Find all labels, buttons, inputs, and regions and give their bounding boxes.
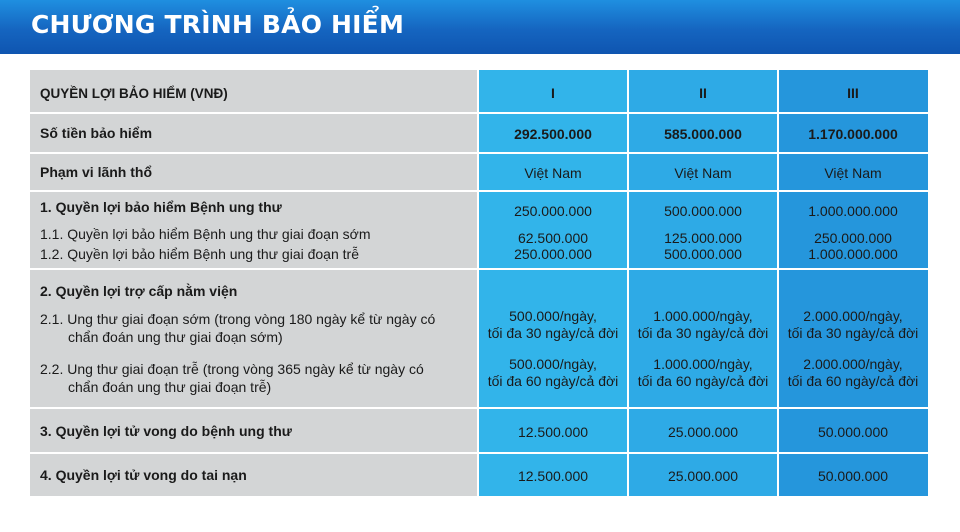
hospital-late-line2: chẩn đoán ung thư giai đoạn trễ): [68, 379, 272, 395]
plan-i-header: I: [551, 85, 555, 101]
hospital-early-plan-i-rate: 500.000/ngày,: [509, 308, 597, 324]
death-cancer-row: [30, 409, 928, 452]
title-banner: [0, 0, 960, 54]
cancer-benefit-row: [30, 192, 928, 268]
hospital-early-plan-ii: [628, 308, 778, 342]
cancer-plan-i: 250.000.000: [514, 203, 592, 219]
late-stage-plan-i: 250.000.000: [514, 246, 592, 262]
late-stage-plan-ii: 500.000.000: [664, 246, 742, 262]
hospital-early-plan-iii-cap: tối đa 30 ngày/cả đời: [787, 325, 919, 341]
early-stage-plan-ii: 125.000.000: [664, 230, 742, 246]
sum-insured-row: [30, 114, 928, 152]
death-cancer-label: 3. Quyền lợi tử vong do bệnh ung thư: [40, 423, 292, 439]
hospital-late-plan-i-cap: tối đa 60 ngày/cả đời: [487, 373, 619, 389]
death-cancer-plan-iii: 50.000.000: [817, 424, 889, 440]
plan-ii-header: II: [699, 85, 707, 101]
hospital-early-plan-iii: [778, 308, 928, 342]
early-stage-label: 1.1. Quyền lợi bảo hiểm Bệnh ung thư giai đoạn sớm: [40, 226, 371, 242]
hospital-early-label: [40, 310, 435, 346]
benefits-table: [30, 70, 928, 496]
hospital-late-plan-ii-rate: 1.000.000/ngày,: [653, 356, 753, 372]
cancer-plan-iii: 1.000.000.000: [808, 203, 898, 219]
hospital-early-plan-iii-rate: 2.000.000/ngày,: [803, 308, 903, 324]
hospital-late-label: [40, 360, 424, 396]
death-cancer-plan-ii: 25.000.000: [667, 424, 739, 440]
hospital-early-line1: 2.1. Ung thư giai đoạn sớm (trong vòng 180 ngày kể từ ngày có: [40, 311, 436, 327]
hospital-late-plan-iii-cap: tối đa 60 ngày/cả đời: [787, 373, 919, 389]
territory-label: Phạm vi lãnh thổ: [40, 164, 153, 180]
plan-iii-header: III: [847, 85, 859, 101]
death-cancer-plan-i: 12.500.000: [517, 424, 589, 440]
sum-insured-label: Số tiền bảo hiểm: [40, 125, 153, 141]
hospital-allowance-label: 2. Quyền lợi trợ cấp nằm viện: [40, 283, 238, 299]
sum-insured-plan-ii: 585.000.000: [664, 126, 742, 142]
header-row: [30, 70, 928, 112]
territory-plan-iii: Việt Nam: [824, 165, 882, 181]
sum-insured-plan-i: 292.500.000: [514, 126, 592, 142]
late-stage-label: 1.2. Quyền lợi bảo hiểm Bệnh ung thư giai đoạn trễ: [40, 246, 359, 262]
hospital-allowance-row: [30, 270, 928, 407]
hospital-late-plan-ii-cap: tối đa 60 ngày/cả đời: [637, 373, 769, 389]
cancer-plan-ii: 500.000.000: [664, 203, 742, 219]
cancer-benefit-label: 1. Quyền lợi bảo hiểm Bệnh ung thư: [40, 199, 282, 215]
death-accident-plan-iii: 50.000.000: [817, 468, 889, 484]
hospital-late-plan-i: [478, 356, 628, 390]
hospital-late-line1: 2.2. Ung thư giai đoạn trễ (trong vòng 365 ngày kể từ ngày có: [40, 361, 424, 377]
sum-insured-plan-iii: 1.170.000.000: [808, 126, 898, 142]
hospital-early-plan-ii-rate: 1.000.000/ngày,: [653, 308, 753, 324]
page-title: CHƯƠNG TRÌNH BẢO HIỂM: [31, 10, 405, 39]
territory-plan-i: Việt Nam: [524, 165, 582, 181]
late-stage-plan-iii: 1.000.000.000: [808, 246, 898, 262]
death-accident-plan-ii: 25.000.000: [667, 468, 739, 484]
hospital-late-plan-iii-rate: 2.000.000/ngày,: [803, 356, 903, 372]
early-stage-plan-i: 62.500.000: [517, 230, 589, 246]
territory-row: [30, 154, 928, 190]
territory-plan-ii: Việt Nam: [674, 165, 732, 181]
hospital-early-line2: chẩn đoán ung thư giai đoạn sớm): [68, 329, 283, 345]
hospital-late-plan-i-rate: 500.000/ngày,: [509, 356, 597, 372]
hospital-early-plan-i-cap: tối đa 30 ngày/cả đời: [487, 325, 619, 341]
hospital-late-plan-ii: [628, 356, 778, 390]
death-accident-plan-i: 12.500.000: [517, 468, 589, 484]
header-label: QUYỀN LỢI BẢO HIỂM (VNĐ): [40, 86, 228, 101]
death-accident-row: [30, 454, 928, 496]
early-stage-plan-iii: 250.000.000: [814, 230, 892, 246]
hospital-early-plan-i: [478, 308, 628, 342]
death-accident-label: 4. Quyền lợi tử vong do tai nạn: [40, 467, 247, 483]
hospital-late-plan-iii: [778, 356, 928, 390]
hospital-early-plan-ii-cap: tối đa 30 ngày/cả đời: [637, 325, 769, 341]
